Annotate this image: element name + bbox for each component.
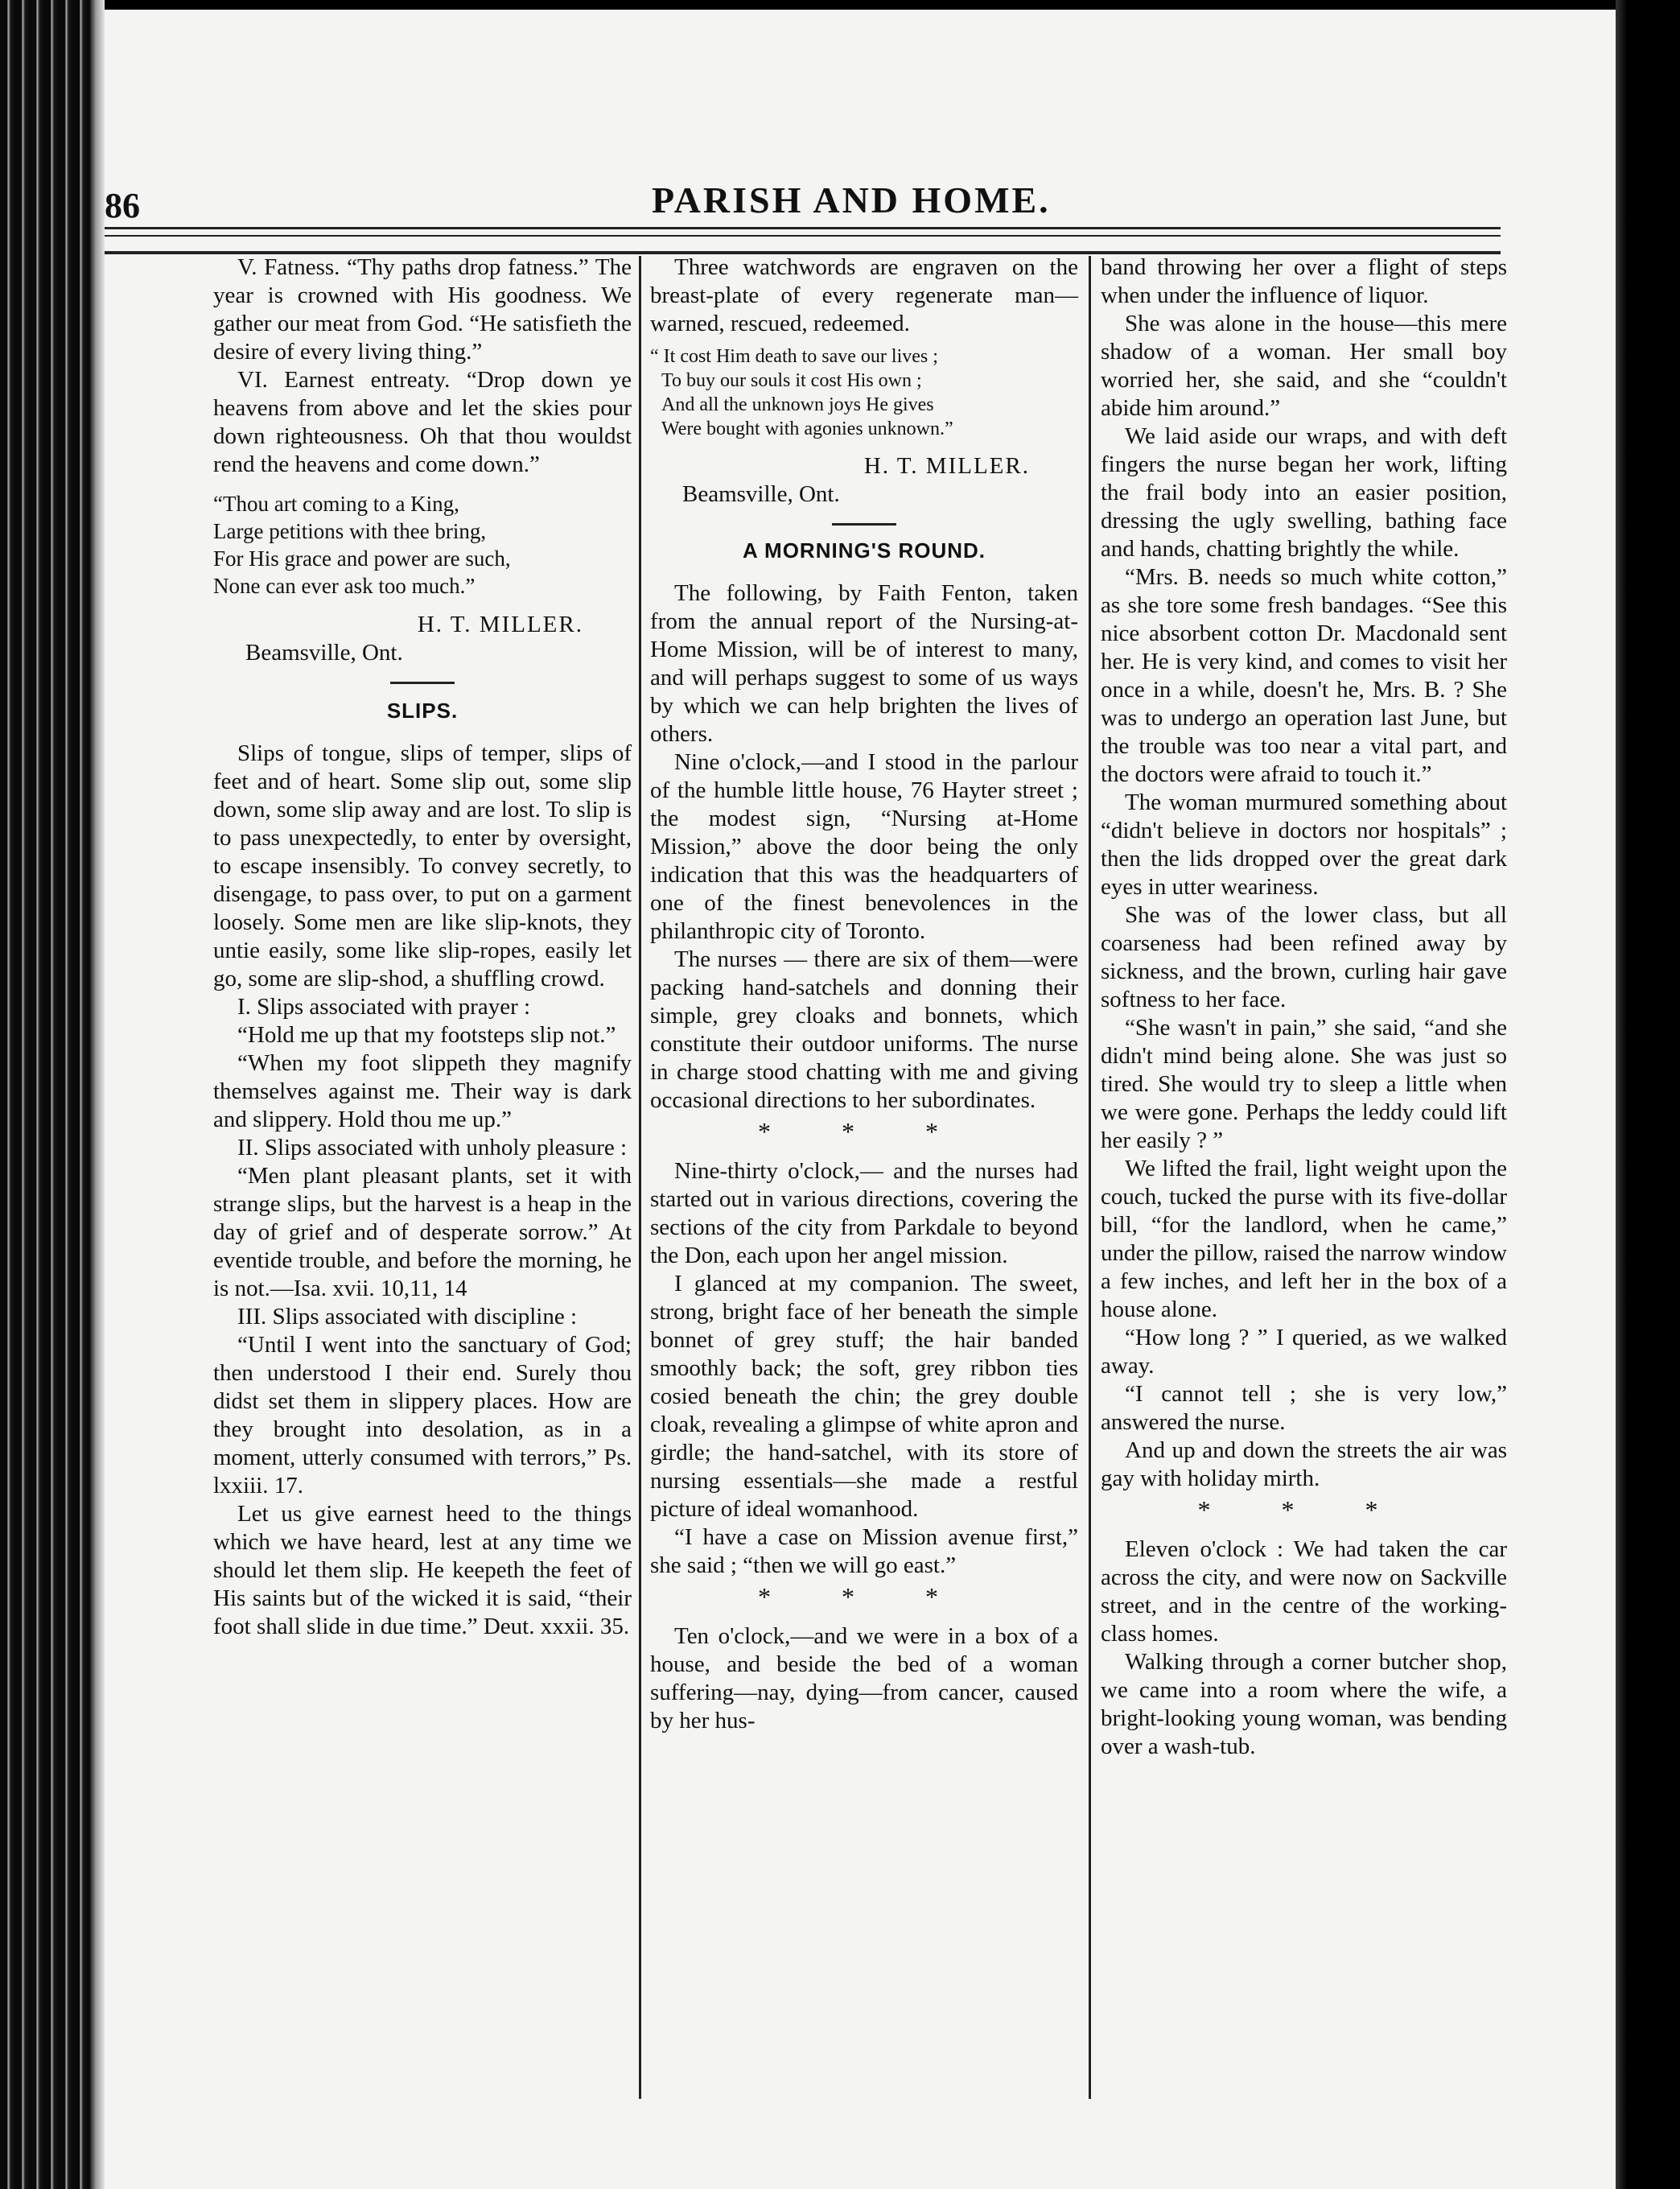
- section-heading: SLIPS.: [386, 699, 459, 723]
- poem-line: For His grace and power are such,: [213, 546, 511, 571]
- poem: [213, 490, 632, 600]
- paragraph: III. Slips associated with discipline :: [237, 1304, 578, 1329]
- paragraph: “I have a case on Mission avenue first,” she said ; “then we will go east.”: [650, 1524, 1078, 1578]
- place: Beamsville, Ont.: [682, 481, 840, 507]
- poem-line: None can ever ask too much.”: [213, 574, 476, 598]
- poem-line: And all the unknown joys He gives: [661, 394, 934, 415]
- section-divider: [832, 523, 896, 526]
- signature: H. T. MILLER.: [863, 453, 1030, 479]
- paragraph: The woman murmured something about “didn't believe in doctors nor hospitals” ; then the lids dropped over the great dark eyes in utter weariness.: [1101, 789, 1507, 900]
- column-2: [650, 254, 1078, 1735]
- section-heading: A MORNING'S ROUND.: [743, 538, 986, 563]
- paragraph: Walking through a corner butcher shop, we came into a room where the wife, a bright-looking young woman, was bending over a wash-tub.: [1101, 1649, 1507, 1759]
- poem: [650, 344, 1078, 441]
- paragraph: “I cannot tell ; she is very low,” answered the nurse.: [1101, 1381, 1507, 1435]
- paragraph: Slips of tongue, slips of temper, slips of feet and of heart. Some slip out, some slip down, some slip away and are lost. To slip is to pass unexpectedly, to enter by oversight, to escape insensibly. To convey secretly, to disengage, to pass over, to put on a garment loosely. Some men are like slip-knots, they untie easily, some like slip-ropes, easily let go, some are slip-shod, a shuffling crowd.: [213, 740, 632, 991]
- page-right-edge: [1616, 0, 1680, 2189]
- poem-line: To buy our souls it cost His own ;: [661, 370, 922, 391]
- section-stars: * * *: [1197, 1495, 1410, 1524]
- paragraph: Ten o'clock,—and we were in a box of a house, and beside the bed of a woman suffering—nay, dying—from cancer, caused by her hus-: [650, 1623, 1078, 1733]
- paragraph: “When my foot slippeth they magnify themselves against me. Their way is dark and slippery. Hold thou me up.”: [213, 1050, 632, 1132]
- paragraph: “Men plant pleasant plants, set it with strange slips, but the harvest is a heap in the day of grief and of desperate sorrow.” At eventide trouble, and before the morning, he is not.—Isa. xvii. 10,11, 14: [213, 1163, 632, 1301]
- paragraph: Eleven o'clock : We had taken the car across the city, and were now on Sackville street, and in the centre of the working-class homes.: [1101, 1536, 1507, 1647]
- column-separator: [1089, 256, 1091, 2099]
- signature: H. T. MILLER.: [417, 612, 583, 637]
- paragraph: V. Fatness. “Thy paths drop fatness.” The year is crowned with His goodness. We gather our meat from God. “He satisfieth the desire of every living thing.”: [213, 254, 632, 365]
- poem-line: Large petitions with thee bring,: [213, 519, 487, 543]
- section-divider: [390, 682, 455, 684]
- paragraph: “Mrs. B. needs so much white cotton,” as she tore some fresh bandages. “See this nice absorbent cotton Dr. Macdonald sent her. He is very kind, and comes to visit her once in a while, doesn't he, Mrs. B. ? She was to undergo an operation last June, but the trouble was too near a vital part, and the doctors were afraid to touch it.”: [1101, 564, 1507, 787]
- paragraph: And up and down the streets the air was gay with holiday mirth.: [1101, 1437, 1507, 1491]
- column-separator: [639, 256, 641, 2099]
- paragraph: Nine o'clock,—and I stood in the parlour of the humble little house, 76 Hayter street ; the modest sign, “Nursing at-Home Mission,” above the door being the only indication that this was the headquarters of one of the finest benevolences in the philanthropic city of Toronto.: [650, 749, 1078, 944]
- paragraph: “Until I went into the sanctuary of God; then understood I their end. Surely thou didst set them in slippery places. How are they brought into desolation, as in a moment, utterly consumed with terrors,” Ps. lxxiii. 17.: [213, 1332, 632, 1498]
- paragraph: VI. Earnest entreaty. “Drop down ye heavens from above and let the skies pour down righteousness. Oh that thou wouldst rend the heavens and come down.”: [213, 367, 632, 477]
- section-stars: * * *: [758, 1582, 970, 1611]
- paragraph: We laid aside our wraps, and with deft fingers the nurse began her work, lifting the frail body into an easier position, dressing the ugly swelling, bathing face and hands, chatting brightly the while.: [1101, 423, 1507, 562]
- section-stars: * * *: [758, 1117, 970, 1146]
- binding-edge: [90, 0, 105, 2189]
- paragraph: We lifted the frail, light weight upon the couch, tucked the purse with its five-dollar bill, “for the landlord, when he came,” under the pillow, raised the narrow window a few inches, and left her in the box of a house alone.: [1101, 1156, 1507, 1322]
- header-rule-double: [105, 235, 1501, 237]
- paragraph: I. Slips associated with prayer :: [237, 994, 531, 1020]
- paragraph: Three watchwords are engraven on the breast-plate of every regenerate man—warned, rescued, redeemed.: [650, 254, 1078, 336]
- poem-line: “ It cost Him death to save our lives ;: [650, 346, 938, 367]
- place: Beamsville, Ont.: [245, 640, 403, 666]
- poem-line: Were bought with agonies unknown.”: [661, 418, 953, 439]
- book-binding: [0, 0, 105, 2189]
- paragraph: “She wasn't in pain,” she said, “and she didn't mind being alone. She was just so tired. She would try to sleep a little when we were gone. Perhaps the leddy could lift her easily ? ”: [1101, 1015, 1507, 1153]
- poem-line: “Thou art coming to a King,: [213, 492, 459, 516]
- paragraph: The following, by Faith Fenton, taken from the annual report of the Nursing-at-Home Mission, will be of interest to many, and will perhaps suggest to some of us ways by which we can help brighten the lives of others.: [650, 580, 1078, 747]
- paragraph: II. Slips associated with unholy pleasure :: [237, 1135, 628, 1160]
- paragraph: The nurses — there are six of them—were packing hand-satchels and donning their simple, grey cloaks and bonnets, which constitute their outdoor uniforms. The nurse in charge stood chatting with me and giving occasional directions to her subordinates.: [650, 946, 1078, 1113]
- paragraph: Let us give earnest heed to the things which we have heard, lest at any time we should let them slip. He keepeth the feet of His saints but of the wicked it is said, “their foot shall slide in due time.” Deut. xxxii. 35.: [213, 1501, 632, 1639]
- paragraph: “Hold me up that my footsteps slip not.”: [237, 1022, 616, 1048]
- paragraph: Nine-thirty o'clock,— and the nurses had started out in various directions, covering the sections of the city from Parkdale to beyond the Don, each upon her angel mission.: [650, 1158, 1078, 1268]
- page-number: 86: [105, 186, 140, 225]
- paragraph: She was of the lower class, but all coarseness had been refined away by sickness, and the brown, curling hair gave softness to her face.: [1101, 902, 1507, 1012]
- page-title: PARISH AND HOME.: [652, 179, 1051, 221]
- paragraph: band throwing her over a flight of steps when under the influence of liquor.: [1101, 254, 1507, 308]
- column-1: [213, 254, 632, 1641]
- paragraph: I glanced at my companion. The sweet, strong, bright face of her beneath the simple bonnet of grey stuff; the hair banded smoothly back; the soft, grey ribbon ties cosied beneath the chin; the grey double cloak, revealing a glimpse of white apron and girdle; the hand-satchel, with its store of nursing essentials—she made a restful picture of ideal womanhood.: [650, 1271, 1078, 1522]
- paragraph: She was alone in the house—this mere shadow of a woman. Her small boy worried her, she said, and she “couldn't abide him around.”: [1101, 311, 1507, 421]
- paragraph: “How long ? ” I queried, as we walked away.: [1101, 1325, 1507, 1379]
- column-3: [1101, 254, 1507, 1761]
- header-rule: [105, 227, 1501, 229]
